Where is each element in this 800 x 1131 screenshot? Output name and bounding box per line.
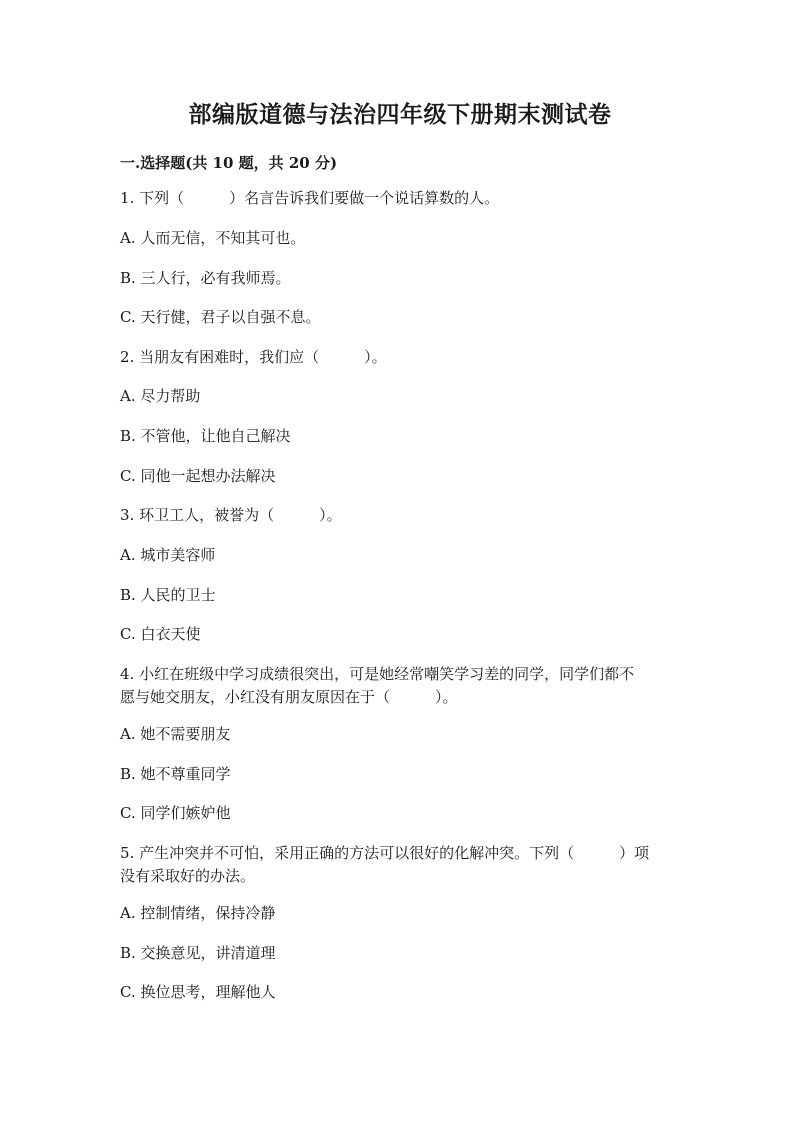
question-2-option-c: C. 同他一起想办法解决 xyxy=(120,467,276,485)
question-5-option-c: C. 换位思考，理解他人 xyxy=(120,983,276,1001)
question-4-option-b: B. 她不尊重同学 xyxy=(120,765,231,783)
question-5-stem-line-2: 没有采取好的办法。 xyxy=(120,867,256,885)
question-5-option-b: B. 交换意见，讲清道理 xyxy=(120,944,276,962)
page-title: 部编版道德与法治四年级下册期末测试卷 xyxy=(188,101,612,128)
question-4-option-c: C. 同学们嫉妒他 xyxy=(120,804,231,822)
question-3-option-c: C. 白衣天使 xyxy=(120,625,201,643)
question-3-option-a: A. 城市美容师 xyxy=(120,546,216,564)
question-3-option-b: B. 人民的卫士 xyxy=(120,586,216,604)
question-1-stem: 1. 下列（ ）名言告诉我们要做一个说话算数的人。 xyxy=(120,189,500,207)
section-heading: 一.选择题(共 10 题，共 20 分) xyxy=(120,154,338,172)
question-1-option-c: C. 天行健，君子以自强不息。 xyxy=(120,308,321,326)
question-1-option-a: A. 人而无信，不知其可也。 xyxy=(120,229,306,247)
question-1-option-b: B. 三人行，必有我师焉。 xyxy=(120,269,291,287)
question-4-stem-line-2: 愿与她交朋友，小红没有朋友原因在于（ ）。 xyxy=(120,688,458,706)
question-2-option-b: B. 不管他，让他自己解决 xyxy=(120,427,291,445)
question-5-stem-line-1: 5. 产生冲突并不可怕，采用正确的方法可以很好的化解冲突。下列（ ）项 xyxy=(120,844,650,862)
question-3-stem: 3. 环卫工人，被誉为（ ）。 xyxy=(120,506,342,524)
question-4-stem-line-1: 4. 小红在班级中学习成绩很突出，可是她经常嘲笑学习差的同学，同学们都不 xyxy=(120,665,635,683)
question-5-option-a: A. 控制情绪，保持冷静 xyxy=(120,904,276,922)
question-4-option-a: A. 她不需要朋友 xyxy=(120,725,231,743)
question-2-option-a: A. 尽力帮助 xyxy=(120,387,201,405)
question-2-stem: 2. 当朋友有困难时，我们应（ ）。 xyxy=(120,348,387,366)
